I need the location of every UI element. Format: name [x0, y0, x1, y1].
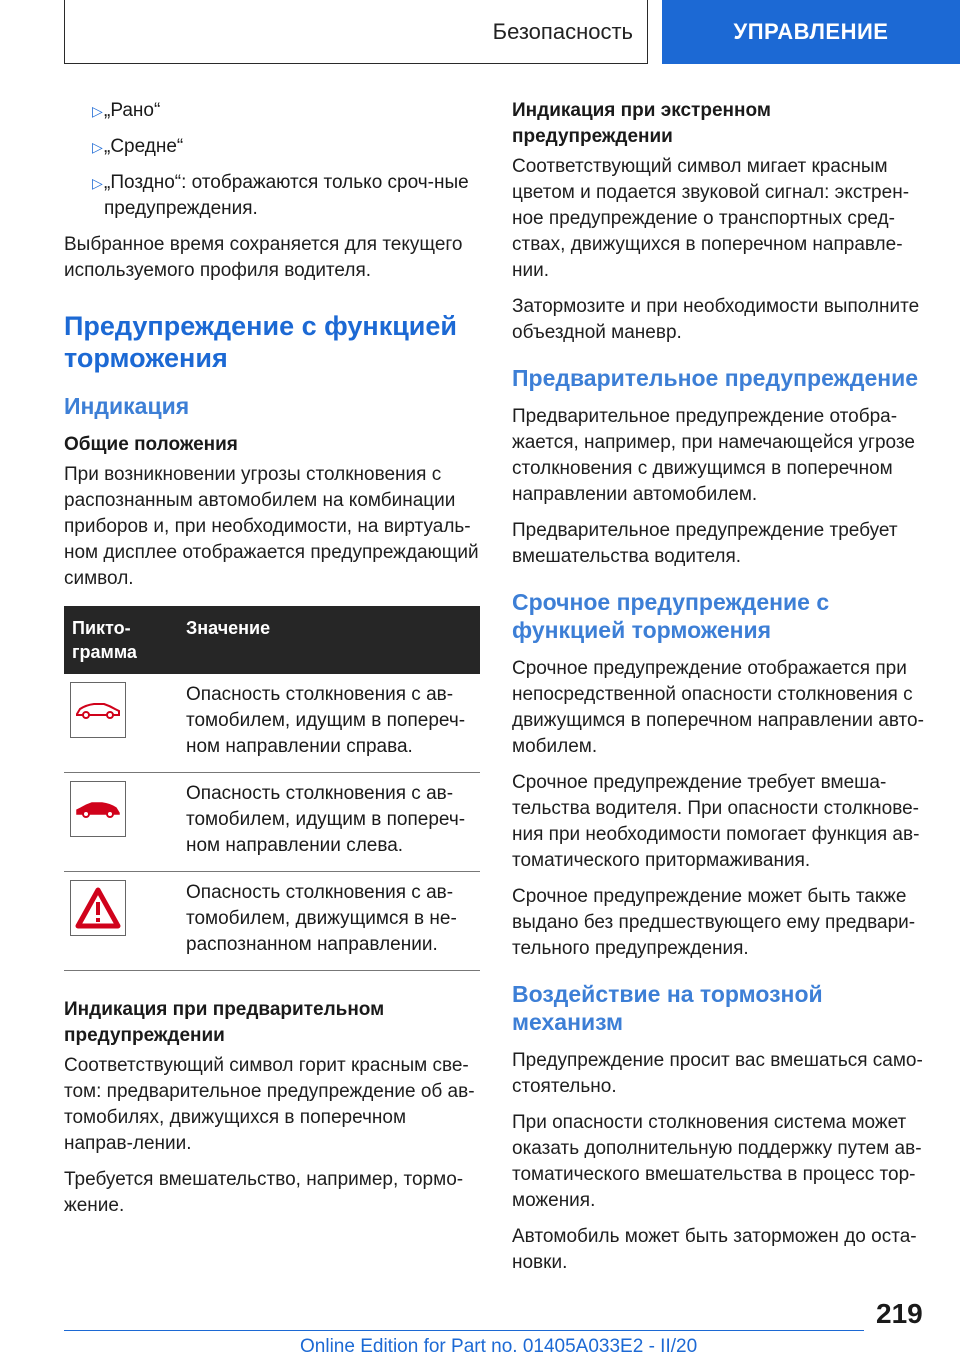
- subsection-heading: Индикация: [64, 393, 190, 419]
- paragraph: Срочное предупреждение требует вмеша-тельства водителя. При опасности столкнове-ния при необходимости помогает функция ав-томатического притормаживания.: [512, 772, 920, 871]
- minor-heading: Общие положения: [64, 434, 238, 455]
- table-header-meaning: Значение: [178, 606, 480, 674]
- list-item: [64, 134, 480, 160]
- header-section-tab: [64, 0, 648, 64]
- paragraph: При возникновении угрозы столкновения с распознанным автомобилем на комбинации приборов и, при необходимости, на виртуаль-ном дисплее отображается предупреждающий символ.: [64, 464, 479, 589]
- left-column: [64, 98, 480, 1229]
- warning-triangle-icon: [70, 880, 126, 936]
- table-row: [64, 872, 480, 971]
- subsection-heading: Воздействие на тормозной механизм: [512, 981, 823, 1035]
- pictogram-table: [64, 606, 480, 971]
- table-cell-text: Опасность столкновения с ав-томобилем, движущимся в не-распознанном направлении.: [178, 872, 480, 971]
- table-cell-text: Опасность столкновения с ав-томобилем, идущим в попереч-ном направлении слева.: [178, 773, 480, 872]
- paragraph: Соответствующий символ горит красным све-том: предварительное предупреждение об ав-томобилях, движущихся в поперечном направ-лении.: [64, 1055, 475, 1154]
- footer-edition: Online Edition for Part no. 01405A033E2 - II/20: [300, 1336, 698, 1357]
- subsection-heading: Срочное предупреждение с функцией торможения: [512, 589, 830, 643]
- paragraph: При опасности столкновения система может оказать дополнительную поддержку путем ав-томатического вмешательства в процесс тор-можения.: [512, 1112, 922, 1211]
- bullet-triangle-icon: ▷: [92, 139, 103, 155]
- table-cell-text: Опасность столкновения с ав-томобилем, идущим в попереч-ном направлении справа.: [178, 674, 480, 773]
- list-item: [64, 98, 480, 124]
- header-section-title: Безопасность: [492, 18, 633, 44]
- paragraph: Срочное предупреждение может быть также выдано без предшествующего ему предвари-тельного предупреждения.: [512, 886, 916, 959]
- paragraph: Выбранное время сохраняется для текущего используемого профиля водителя.: [64, 234, 463, 281]
- paragraph: Предупреждение просит вас вмешаться само-стоятельно.: [512, 1050, 923, 1097]
- header-chapter-tab: [662, 0, 960, 64]
- paragraph: Затормозите и при необходимости выполните объездной маневр.: [512, 296, 920, 343]
- bullet-triangle-icon: ▷: [92, 175, 103, 191]
- minor-heading: Индикация при экстренном предупреждении: [512, 100, 771, 147]
- paragraph: Требуется вмешательство, например, тормо-жение.: [64, 1169, 464, 1216]
- footer-divider: [64, 1330, 864, 1331]
- list-item-text: „Рано“: [104, 100, 161, 121]
- minor-heading: Индикация при предварительном предупреждении: [64, 999, 385, 1046]
- car-crossing-right-icon: [70, 682, 126, 738]
- paragraph: Срочное предупреждение отображается при непосредственной опасности столкновения с движущимся в поперечном направлении авто-мобилем.: [512, 658, 924, 757]
- paragraph: Соответствующий символ мигает красным цветом и подается звуковой сигнал: экстрен-ное предупреждение о транспортных сред-ствах, движущихся в поперечном направле-нии.: [512, 156, 910, 281]
- list-item: [64, 170, 480, 222]
- list-item-text: „Средне“: [104, 136, 184, 157]
- list-item-text: „Поздно“: отображаются только сроч-ные предупреждения.: [104, 172, 469, 219]
- paragraph: Предварительное предупреждение требует вмешательства водителя.: [512, 520, 898, 567]
- bullet-triangle-icon: ▷: [92, 103, 103, 119]
- table-header-pictogram: Пикто-грамма: [64, 606, 178, 674]
- car-crossing-left-icon: [70, 781, 126, 837]
- table-row: [64, 674, 480, 773]
- table-row: [64, 773, 480, 872]
- page-number: 219: [876, 1298, 923, 1329]
- subsection-heading: Предварительное предупреждение: [512, 365, 919, 391]
- header-chapter-title: УПРАВЛЕНИЕ: [733, 19, 889, 44]
- section-heading: Предупреждение с функцией торможения: [64, 311, 458, 373]
- right-column: [512, 98, 924, 1286]
- paragraph: Предварительное предупреждение отобра-жается, например, при намечающейся угрозе столкновения с движущимся в поперечном направлении автомобилем.: [512, 406, 915, 505]
- paragraph: Автомобиль может быть заторможен до оста-новки.: [512, 1226, 917, 1273]
